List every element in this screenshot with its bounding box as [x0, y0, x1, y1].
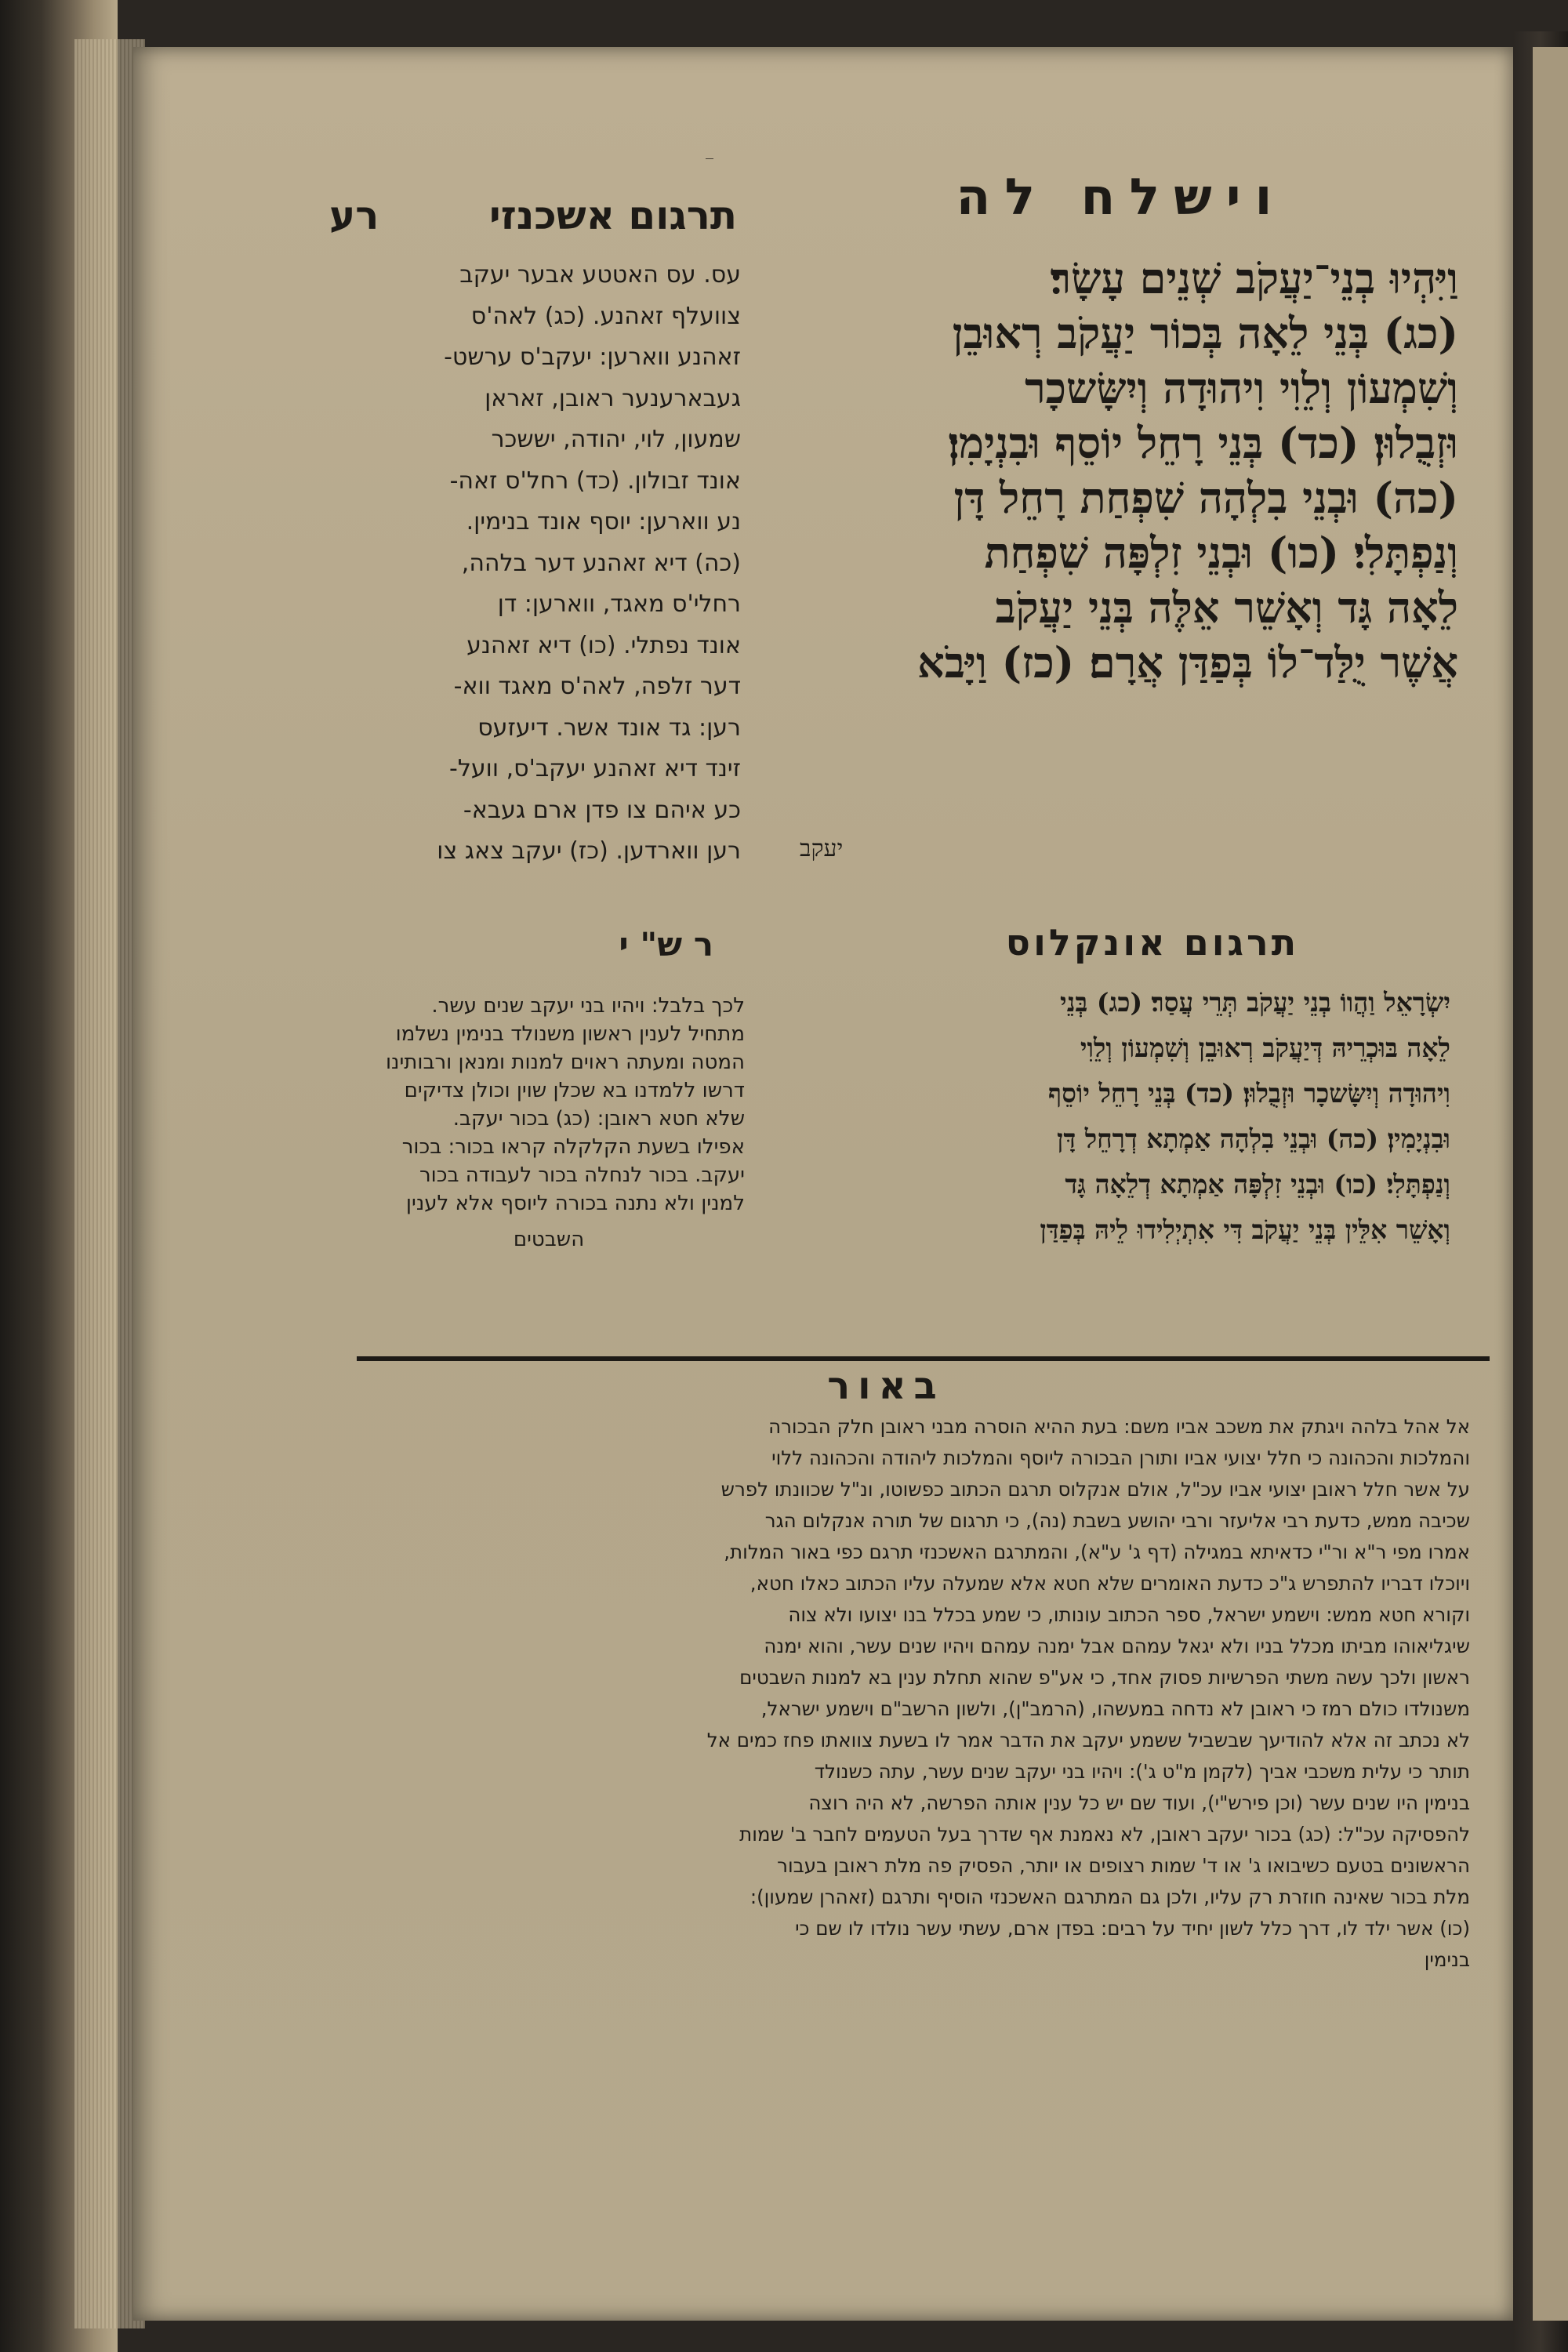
ashkenazi-line: עס. עס האטטע אבער יעקב — [459, 261, 741, 289]
ashkenazi-line: רען: גד אונד אשר. דיעזעס — [477, 713, 741, 742]
torah-text — [753, 251, 1458, 690]
biur-line: (כו) אשר ילד לו, דרך כלל לשון יחיד על רבים: בפדן ארם, עשתי עשר נולדו לו שם כי — [795, 1917, 1470, 1940]
biur-header: באור — [827, 1364, 945, 1408]
ashkenazi-line: רחלי'ס מאגד, ווארען: דן — [497, 590, 741, 618]
ashkenazi-line: דער זלפה, לאה'ס מאגד ווא- — [453, 673, 741, 700]
onkelos-line: וִיהוּדָה וְיִשָּׂשכָר וּזְבֻלוּן׃ (כד) בְּנֵי רָחֵל יוֹסֵף — [1048, 1078, 1450, 1109]
onkelos-line: יִשְׂרָאֵל וַהֲווֹ בְנֵי יַעֲקֹב תְּרֵי עֲסַר׃ (כג) בְּנֵי — [1060, 987, 1450, 1018]
biur-line: משנולדו כולם רמז כי ראובן לא נדחה במעשהו, (הרמב"ן), ולשון הרשב"ם וישמע ישראל, — [760, 1697, 1470, 1720]
rashi-line: יעקב. בכור לנחלה בכור לעבודה בכור — [419, 1163, 745, 1187]
parasha-header: וישלח לה — [956, 169, 1287, 227]
torah-line: לֵאָה גָּד וְאָשֵׁר אֵלֶּה בְּנֵי יַעֲקֹב — [995, 583, 1458, 633]
biur-line: תותר כי עלית משכבי אביך (לקמן מ"ט ג'): ויהיו בני יעקב שנים עשר, עתה כשנולד — [814, 1760, 1470, 1783]
biur-line: על אשר חלל ראובן יצועי אביו עכ"ל, אולם אנקלוס תרגם הכתוב כפשוטו, ונ"ל שכוונתו לפרש — [720, 1478, 1470, 1501]
ashkenazi-line: אונד נפתלי. (כו) דיא זאהנע — [466, 631, 741, 659]
rashi-line: מתחיל לענין ראשון משנולד בנימין נשלמו — [395, 1022, 745, 1046]
ashkenazi-line: געבארענער ראובן, זאראן — [485, 384, 741, 412]
page-number: רע — [329, 193, 379, 238]
biur-text — [357, 1411, 1470, 1976]
rashi-line: למנין ולא נתנה בכורה ליוסף אלא לענין — [405, 1192, 745, 1215]
rashi-line: אפילו בשעת הקלקלה קראו בכור: בכור — [401, 1135, 745, 1159]
biur-line: אמרו מפי ר"א ור"י כדאיתא במגילה (דף ג' ע"א), והמתרגם האשכנזי תרגם כפי באור המלות, — [724, 1541, 1470, 1563]
ashkenazi-line: זינד דיא זאהנע יעקב'ס, וועל- — [449, 755, 741, 782]
rashi-line: לכך בלבל: ויהיו בני יעקב שנים עשר. — [431, 994, 745, 1018]
biur-line: וקורא חטא ממש: וישמע ישראל, ספר הכתוב עונותו, כי שמע בכלל בנו יצועו ולא צוה — [788, 1603, 1470, 1626]
biur-line: לא נכתב זה אלא להודיעך שבשביל ששמע יעקב את הדבר אמר לו בשעת צוואתו פחז כמים אל — [706, 1729, 1470, 1751]
ashkenazi-text — [333, 255, 741, 873]
rashi-header: ר ש" י — [619, 925, 713, 964]
ashkenazi-title: תרגום אשכנזי — [488, 193, 737, 238]
torah-line: וְנַפְתָּלִי׃ (כו) וּבְנֵי זִלְפָּה שִׁפְחַת — [984, 528, 1458, 578]
biur-line: בנימין היו שנים עשר (וכן פירש"י), ועוד שם יש כל ענין אותה הפרשה, לא היה רוצה — [808, 1791, 1470, 1814]
ashkenazi-line: (כה) דיא זאהנע דער בלהה, — [461, 549, 741, 577]
section-divider — [357, 1356, 1490, 1361]
onkelos-line: וְאָשֵׁר אִלֵּין בְּנֵי יַעֲקֹב דִּי אִתְיְלִידוּ לֵיהּ בְּפַדַּן — [1040, 1214, 1450, 1245]
ashkenazi-line: זאהנע ווארען: יעקב'ס ערשט- — [444, 343, 741, 371]
ashkenazi-header — [329, 188, 737, 243]
biur-line: שיגליאוהו מביתו מכלל בניו ולא יגאל עמהם אבל ימנה עמהם ויהיו שנים עשר, והוא ימנה — [764, 1635, 1470, 1657]
biur-line: והמלכות והכהונה כי חלל יצועי אביו ותורן הבכורה ליוסף והמלכות ליהודה והכהונה ללוי — [771, 1446, 1470, 1469]
ashkenazi-line: צוועלף זאהנע. (כג) לאה'ס — [470, 302, 741, 330]
ashkenazi-line: שמעון, לוי, יהודה, יששכר — [491, 426, 741, 453]
biur-line: ויוכלו דבריו להתפרש ג"כ כדעת האומרים שלא חטא אלא שמעלה עליו הכתוב כאלו חטא, — [750, 1572, 1470, 1595]
ashkenazi-line: רען ווארדען. (כז) יעקב צאג צו — [437, 837, 741, 865]
torah-line: וַיִּהְיוּ בְנֵי־יַעֲקֹב שְׁנֵים עָשָׂר׃ — [1050, 253, 1458, 303]
onkelos-header: תרגום אונקלוס — [1005, 921, 1300, 964]
torah-line: (כג) בְּנֵי לֵאָה בְּכוֹר יַעֲקֹב רְאוּבֵן — [952, 308, 1458, 358]
onkelos-text — [855, 980, 1450, 1253]
onkelos-line: וְנַפְתָּלִי׃ (כו) וּבְנֵי זִלְפָּה אַמְתָא דְלֵאָה גָּד — [1065, 1169, 1450, 1200]
ashkenazi-line: נע ווארען: יוסף אונד בנימין. — [466, 508, 741, 535]
rashi-end-word: השבטים — [513, 1228, 585, 1251]
rashi-text — [353, 992, 745, 1254]
torah-line: וּזְבֻלוּן׃ (כד) בְּנֵי רָחֵל יוֹסֵף וּבִנְיָמִן׃ — [948, 418, 1458, 468]
torah-line: (כה) וּבְנֵי בִלְהָה שִׁפְחַת רָחֵל דָּן — [953, 473, 1458, 523]
biur-line: שכיבה ממש, כדעת רבי אליעזר ורבי יהושע בשבת (נה), כי תרגום של תורה אנקלום הגר — [764, 1509, 1470, 1532]
rashi-line: המטה ומעתה ראוים למנות ומנאן ורבותינו — [385, 1051, 745, 1074]
biur-line: ראשון ולכך עשה משתי הפרשיות פסוק אחד, כי אע"פ שהוא תחלת ענין בא למנות השבטים — [739, 1666, 1470, 1689]
biur-line: להפסיקה עכ"ל: (כג) בכור יעקב ראובן, לא נאמנת אף שדרך בעל הטעמים לחבר ב' שמות — [739, 1823, 1470, 1846]
ashkenazi-line: כע איהם צו פדן ארם געבא- — [463, 796, 741, 824]
torah-catchword: יעקב — [800, 835, 844, 862]
biur-line: הראשונים בטעם כשיבואו ג' או ד' שמות רצופים או יותר, הפסיק פה מלת ראובן בעבור — [777, 1854, 1470, 1877]
torah-line: וְשִׁמְעוֹן וְלֵוִי וִיהוּדָה וְיִשָּׂשכָר — [1025, 363, 1458, 413]
printer-mark: ‾ — [706, 155, 713, 174]
biur-catchword: בנימין — [1424, 1948, 1470, 1971]
next-page-edge — [1533, 47, 1568, 2321]
ashkenazi-line: אונד זבולון. (כד) רחל'ס זאה- — [449, 466, 741, 495]
rashi-line: שלא חטא ראובן: (כג) בכור יעקב. — [452, 1107, 745, 1131]
biur-line: מלת בכור שאינה חוזרת רק עליו, ולכן גם המתרגם האשכנזי הוסיף ותרגם (זאהרן שמעון): — [750, 1886, 1470, 1908]
onkelos-line: וּבִנְיָמִין׃ (כה) וּבְנֵי בִלְהָה אַמְתָא דְרָחֵל דָּן — [1056, 1123, 1450, 1154]
rashi-line: דרשו ללמדנו בא שכלן שוין וכולן צדיקים — [404, 1079, 745, 1102]
torah-line: אֲשֶׁר יֻלַּד־לוֹ בְּפַדַּן אֲרָם׃ (כז) וַיָּבֹא — [917, 637, 1458, 688]
onkelos-line: לֵאָה בּוּכְרֵיהּ דְּיַעֲקֹב רְאוּבֵן וְשִׁמְעוֹן וְלֵוִי — [1080, 1033, 1450, 1063]
biur-line: אל אהל בלהה ויגתק את משכב אביו משם: בעת ההיא הוסרה מבני ראובן חלק הבכורה — [768, 1415, 1470, 1438]
